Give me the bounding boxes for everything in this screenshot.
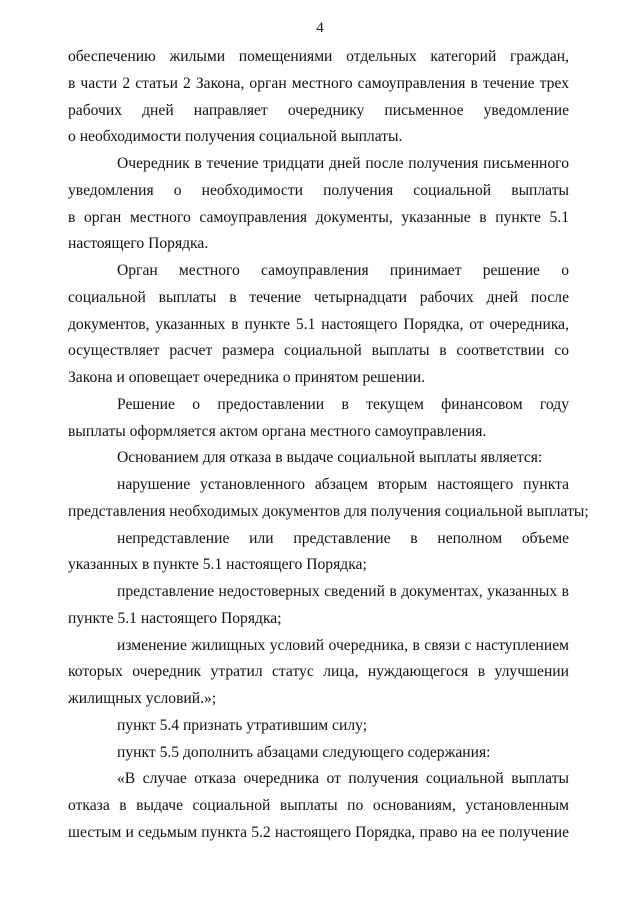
paragraph [68,258,569,392]
text-line: обеспечению жилыми помещениями отдельных категорий граждан, [68,48,569,65]
paragraph [68,740,569,767]
text-line: представление недостоверных сведений в документах, указанных в [117,583,569,600]
page-number: 4 [316,20,324,36]
paragraph [68,713,569,740]
text-line: изменение жилищных условий очередника, в связи с наступлением [117,636,569,654]
text-line: в орган местного самоуправления документы, указанные в пункте 5.1 [68,208,569,226]
paragraph [68,151,569,258]
text-line: пункт 5.5 дополнить абзацами следующего содержания: [117,743,491,761]
text-line: Основанием для отказа в выдаче социальной выплаты является: [117,449,543,467]
text-line: о необходимости получения социальной выплаты. [68,128,403,146]
text-line: «В случае отказа очередника от получения социальной выплаты [117,770,569,788]
paragraph [68,579,569,633]
text-line: документов, указанных в пункте 5.1 настоящего Порядка, от очередника, [68,315,569,333]
text-line: шестым и седьмым пункта 5.2 настоящего Порядка, право на ее получение [68,823,569,841]
text-line: пункте 5.1 настоящего Порядка; [68,609,282,627]
paragraph [68,526,569,580]
text-line: которых очередник утратил статус лица, нуждающегося в улучшении [68,663,569,681]
text-line: выплаты оформляется актом органа местного самоуправления. [68,422,487,440]
text-line: отказа в выдаче социальной выплаты по основаниям, установленным [68,797,569,814]
text-line: уведомления о необходимости получения социальной выплаты [68,181,569,199]
paragraph [68,766,569,846]
text-line: пункт 5.4 признать утратившим силу; [117,716,368,734]
text-line: социальной выплаты в течение четырнадцати рабочих дней после [68,288,569,306]
text-line: Решение о предоставлении в текущем финансовом году [117,395,569,413]
text-line: представления необходимых документов для получения социальной выплаты; [68,502,589,520]
paragraph [68,392,569,446]
document-body [68,44,589,847]
text-line: настоящего Порядка. [68,235,209,253]
text-line: рабочих дней направляет очереднику письменное уведомление [68,101,569,119]
text-line: в части 2 статьи 2 Закона, орган местного самоуправления в течение трех [68,74,569,92]
paragraph [68,472,589,526]
text-line: Орган местного самоуправления принимает решение о [117,262,569,279]
paragraph [68,445,569,472]
paragraph [68,44,569,151]
text-line: Очередник в течение тридцати дней после получения письменного [117,155,569,172]
text-line: нарушение установленного абзацем вторым настоящего пункта [117,476,569,493]
paragraph [68,633,569,713]
text-line: осуществляет расчет размера социальной выплаты в соответствии со [68,342,569,360]
text-line: непредставление или представление в неполном объеме [117,529,569,547]
text-line: Закона и оповещает очередника о принятом решении. [68,369,426,386]
text-line: указанных в пункте 5.1 настоящего Порядка; [68,556,367,574]
text-line: жилищных условий.»; [68,690,217,707]
